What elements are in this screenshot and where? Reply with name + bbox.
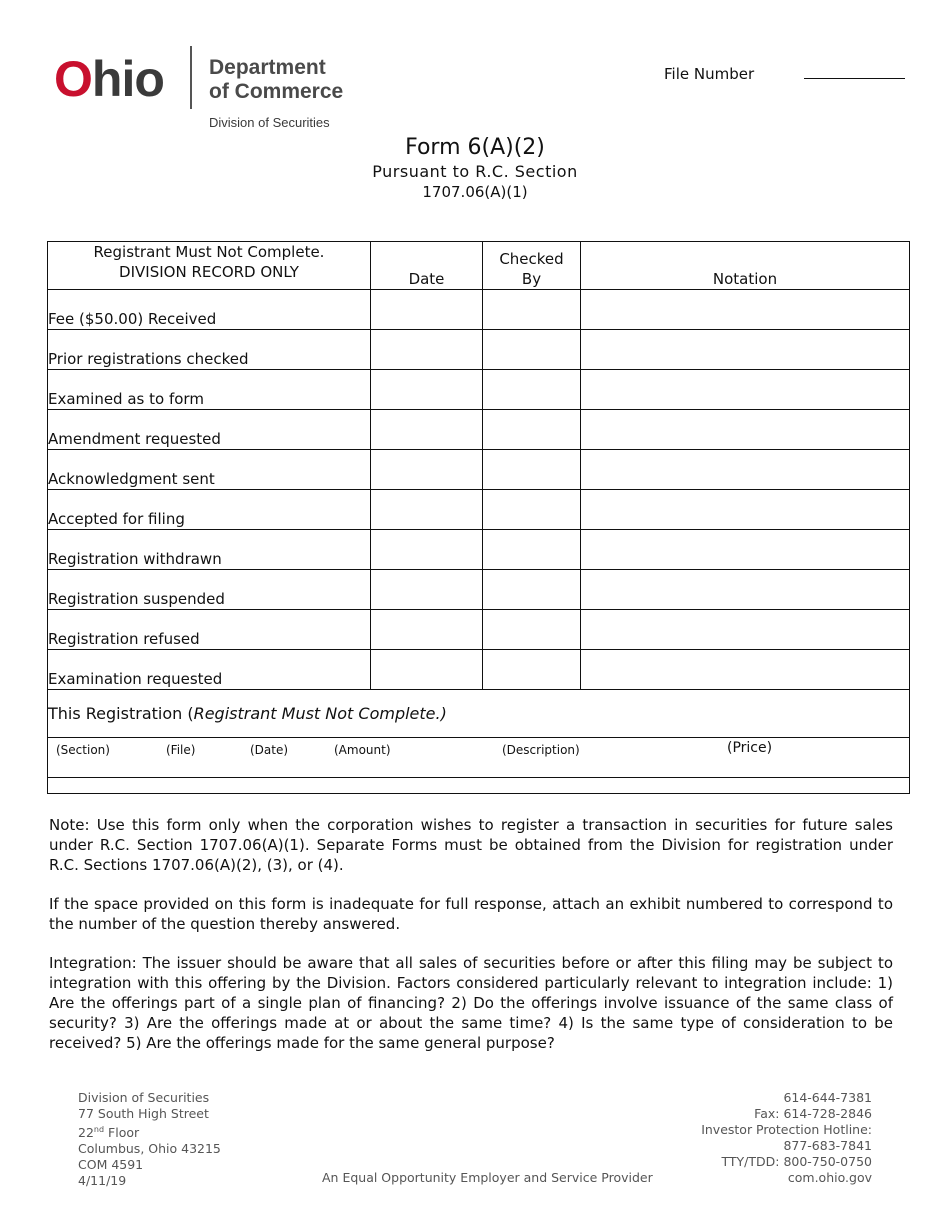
footer-left-line: Division of Securities (78, 1090, 210, 1105)
checked-by-cell[interactable] (483, 650, 581, 690)
table-row (48, 410, 910, 450)
exhibit-paragraph: If the space provided on this form is inadequate for full response, attach an exhibit numbered to correspond to the number of the question thereby answered. (49, 895, 893, 933)
date-cell[interactable] (371, 570, 483, 610)
checked-by-cell[interactable] (483, 330, 581, 370)
file-number-field[interactable] (804, 78, 905, 79)
logo-ohio-rest: hio (91, 51, 164, 107)
floor-text: Floor (104, 1125, 140, 1141)
ohio-logo (54, 50, 164, 108)
checked-by-cell[interactable] (483, 370, 581, 410)
table-row (48, 530, 910, 570)
floor-suffix: nd (93, 1125, 105, 1134)
blank-cell[interactable] (48, 778, 910, 794)
logo-department (209, 56, 343, 104)
header-notation: Notation (581, 242, 910, 290)
date-cell[interactable] (371, 370, 483, 410)
footer-right-line: Fax: 614-728-2846 (754, 1106, 872, 1121)
blank-row (48, 778, 910, 794)
this-registration-row (48, 690, 910, 738)
footer-contact (640, 1090, 872, 1186)
logo-ohio-o: O (54, 51, 92, 107)
checked-by-cell[interactable] (483, 490, 581, 530)
form-title: Form 6(A)(2) (405, 135, 545, 160)
footer-right-line: 614-644-7381 (783, 1090, 872, 1105)
checked-by-cell[interactable] (483, 570, 581, 610)
row-label: Accepted for filing (48, 490, 371, 530)
form-subtitle-1: Pursuant to R.C. Section (372, 162, 578, 181)
footer-address (78, 1090, 221, 1189)
checked-by-cell[interactable] (483, 610, 581, 650)
title-block (300, 134, 650, 202)
row-label: Registration suspended (48, 570, 371, 610)
notation-cell[interactable] (581, 450, 910, 490)
form-subtitle-2: 1707.06(A)(1) (422, 183, 528, 201)
row-label: Fee ($50.00) Received (48, 290, 371, 330)
table-row (48, 610, 910, 650)
row-label: Amendment requested (48, 410, 371, 450)
table-header-row (48, 242, 910, 290)
footer-right-line: 877-683-7841 (783, 1138, 872, 1153)
note-paragraph: Note: Use this form only when the corporation wishes to register a transaction in securities for future sales under R.C. Section 1707.06(A)(1). Separate Forms must be obtained from the Division for registration under R.C. Sections 1707.06(A)(2), (3), or (4). (49, 816, 893, 874)
header-line2: DIVISION RECORD ONLY (119, 263, 299, 281)
footer-eeo: An Equal Opportunity Employer and Service Provider (322, 1170, 653, 1185)
notes-section (49, 815, 893, 1072)
division-record-table (47, 241, 910, 794)
header-date: Date (371, 242, 483, 290)
header-checked: Checked (499, 250, 564, 268)
header-checked-by (483, 242, 581, 290)
notation-cell[interactable] (581, 290, 910, 330)
table-row (48, 290, 910, 330)
floor-number: 22 (78, 1125, 94, 1141)
notation-cell[interactable] (581, 650, 910, 690)
logo-dept-line1: Department (209, 56, 326, 79)
date-cell[interactable] (371, 330, 483, 370)
date-cell[interactable] (371, 290, 483, 330)
price-label: (Price) (727, 740, 773, 756)
footer-website-link[interactable]: com.ohio.gov (787, 1170, 872, 1185)
notation-cell[interactable] (581, 410, 910, 450)
notation-cell[interactable] (581, 370, 910, 410)
date-label: (Date) (250, 743, 289, 757)
registration-fields-cell[interactable] (48, 738, 910, 778)
date-cell[interactable] (371, 530, 483, 570)
checked-by-cell[interactable] (483, 410, 581, 450)
footer-left-line: 4/11/19 (78, 1173, 127, 1189)
table-row (48, 490, 910, 530)
row-label: Examined as to form (48, 370, 371, 410)
date-cell[interactable] (371, 610, 483, 650)
row-label: Registration refused (48, 610, 371, 650)
footer-left-line: 77 South High Street (78, 1106, 209, 1121)
row-label: Examination requested (48, 650, 371, 690)
notation-cell[interactable] (581, 570, 910, 610)
logo-division: Division of Securities (209, 115, 330, 130)
footer-left-line: Columbus, Ohio 43215 (78, 1141, 221, 1157)
table-row (48, 570, 910, 610)
header-by: By (521, 270, 542, 288)
description-label: (Description) (502, 743, 580, 757)
notation-cell[interactable] (581, 330, 910, 370)
logo-dept-line2: of Commerce (209, 80, 344, 103)
header-division-record (48, 242, 371, 290)
footer-left-line (78, 1122, 221, 1141)
section-label: (Section) (56, 743, 110, 757)
logo-divider (190, 46, 192, 109)
date-cell[interactable] (371, 650, 483, 690)
table-row (48, 650, 910, 690)
table-row (48, 330, 910, 370)
date-cell[interactable] (371, 450, 483, 490)
registration-fields-row (48, 738, 910, 778)
this-registration-label (48, 690, 910, 738)
row-label: Registration withdrawn (48, 530, 371, 570)
checked-by-cell[interactable] (483, 450, 581, 490)
this-registration-note: Registrant Must Not Complete.) (193, 704, 447, 723)
date-cell[interactable] (371, 410, 483, 450)
checked-by-cell[interactable] (483, 530, 581, 570)
amount-label: (Amount) (334, 743, 391, 757)
footer-right-line: TTY/TDD: 800-750-0750 (721, 1154, 872, 1169)
file-number-label: File Number (664, 65, 755, 83)
date-cell[interactable] (371, 490, 483, 530)
notation-cell[interactable] (581, 490, 910, 530)
notation-cell[interactable] (581, 610, 910, 650)
checked-by-cell[interactable] (483, 290, 581, 330)
row-label: Acknowledgment sent (48, 450, 371, 490)
footer-right-line: Investor Protection Hotline: (701, 1122, 872, 1137)
table-row (48, 450, 910, 490)
row-label: Prior registrations checked (48, 330, 371, 370)
notation-cell[interactable] (581, 530, 910, 570)
header-line1: Registrant Must Not Complete. (93, 243, 325, 261)
table-row (48, 370, 910, 410)
file-label: (File) (166, 743, 196, 757)
this-registration-text: This Registration ( (48, 704, 194, 723)
integration-paragraph: Integration: The issuer should be aware that all sales of securities before or after this filing may be subject to integration with this offering by the Division. Factors considered particularly relevant to integration include: 1) Are the offerings part of a single plan of financing? 2) Do the offerings involve issuance of the same class of security? 3) Are the offerings made at or about the same time? 4) Is the same type of consideration to be received? 5) Are the offerings made for the same general purpose? (49, 954, 893, 1052)
footer-left-line: COM 4591 (78, 1157, 144, 1173)
